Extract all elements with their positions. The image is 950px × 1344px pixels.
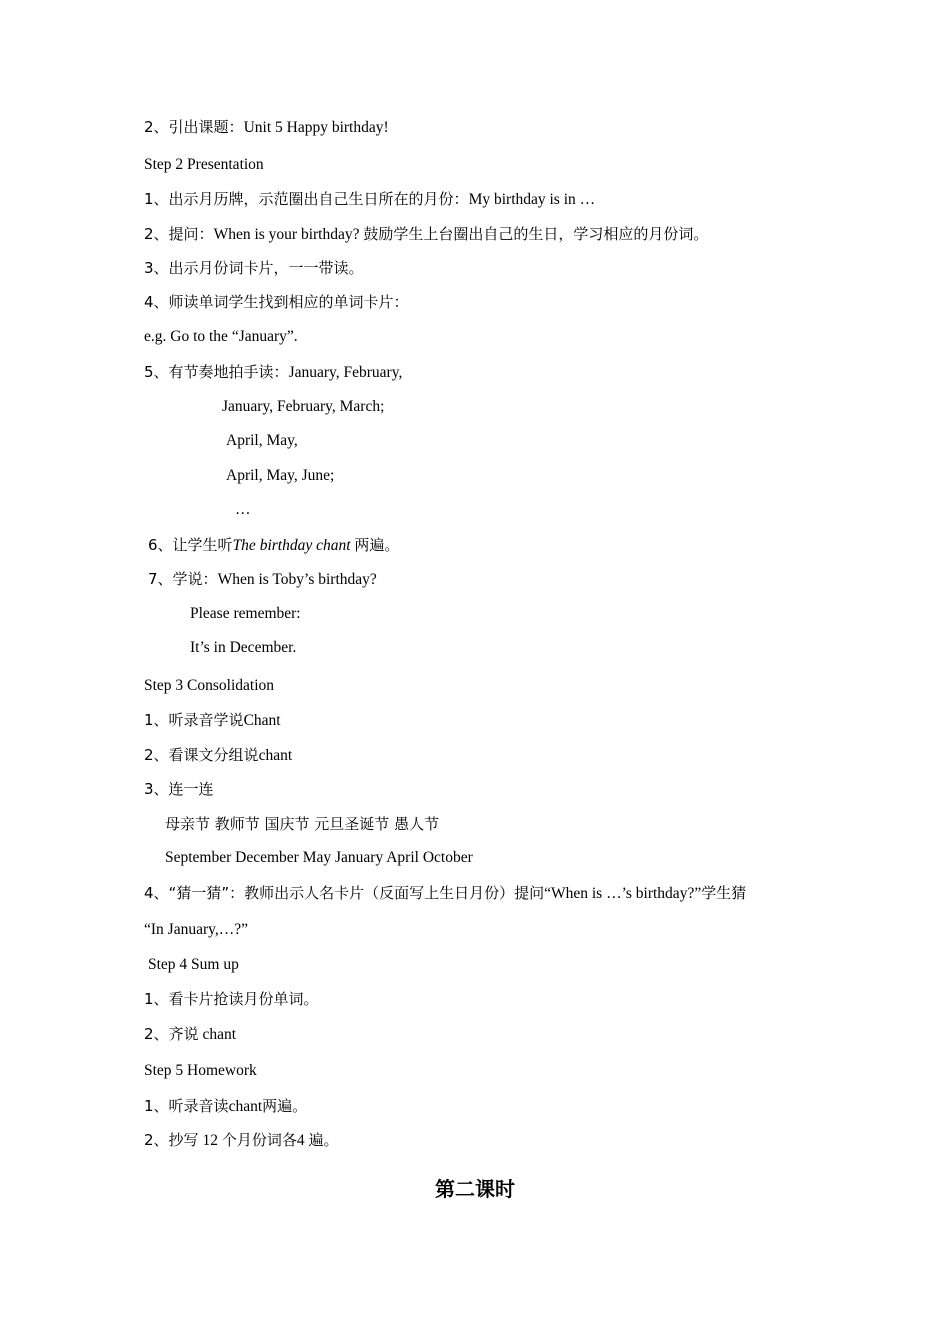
holiday-list: 母亲节 教师节 国庆节 元旦圣诞节 愚人节 — [165, 815, 440, 833]
list-item: 5、有节奏地拍手读：January, February, — [144, 363, 403, 381]
chant-line: April, May, June; — [226, 467, 335, 484]
list-item: 4、师读单词学生找到相应的单词卡片： — [144, 293, 409, 311]
chant-line: January, February, March; — [222, 398, 385, 415]
step-heading: Step 4 Sum up — [148, 956, 239, 973]
list-item: 2、提问：When is your birthday? 鼓励学生上台圈出自己的生日，学习相应的月份词。 — [144, 225, 709, 243]
list-item: 2、齐说 chant — [144, 1025, 237, 1043]
list-item: 1、看卡片抢读月份单词。 — [144, 990, 319, 1008]
line-unit-topic: 2、引出课题：Unit 5 Happy birthday! — [144, 118, 389, 136]
list-item: 2、抄写 12 个月份词各4 遍。 — [144, 1131, 339, 1149]
month-list: September December May January April October — [165, 849, 473, 866]
chant-line: April, May, — [226, 432, 298, 449]
section-title: 第二课时 — [435, 1177, 515, 1201]
dialogue-line: Please remember: — [190, 605, 301, 622]
list-item: 3、连一连 — [144, 780, 214, 798]
list-item: 2、看课文分组说chant — [144, 746, 293, 764]
step-heading: Step 3 Consolidation — [144, 677, 275, 694]
list-item: 4、“猜一猜”：教师出示人名卡片（反面写上生日月份）提问“When is …’s birthday?”学生猜 — [144, 884, 747, 902]
step-heading: Step 2 Presentation — [144, 156, 264, 173]
list-item: 6、让学生听The birthday chant 两遍。 — [148, 536, 400, 554]
chant-ellipsis: … — [235, 501, 251, 518]
list-item: 1、出示月历牌，示范圈出自己生日所在的月份：My birthday is in … — [144, 190, 596, 208]
list-number: 2、 — [144, 118, 169, 136]
dialogue-line: It’s in December. — [190, 639, 297, 656]
answer-line: “In January,…?” — [144, 921, 248, 938]
list-item: 7、学说：When is Toby’s birthday? — [148, 570, 377, 588]
list-item: 1、听录音读chant两遍。 — [144, 1097, 308, 1115]
list-item: 3、出示月份词卡片，一一带读。 — [144, 259, 364, 277]
step-heading: Step 5 Homework — [144, 1062, 257, 1079]
list-item: 1、听录音学说Chant — [144, 711, 281, 729]
example-line: e.g. Go to the “January”. — [144, 328, 298, 345]
